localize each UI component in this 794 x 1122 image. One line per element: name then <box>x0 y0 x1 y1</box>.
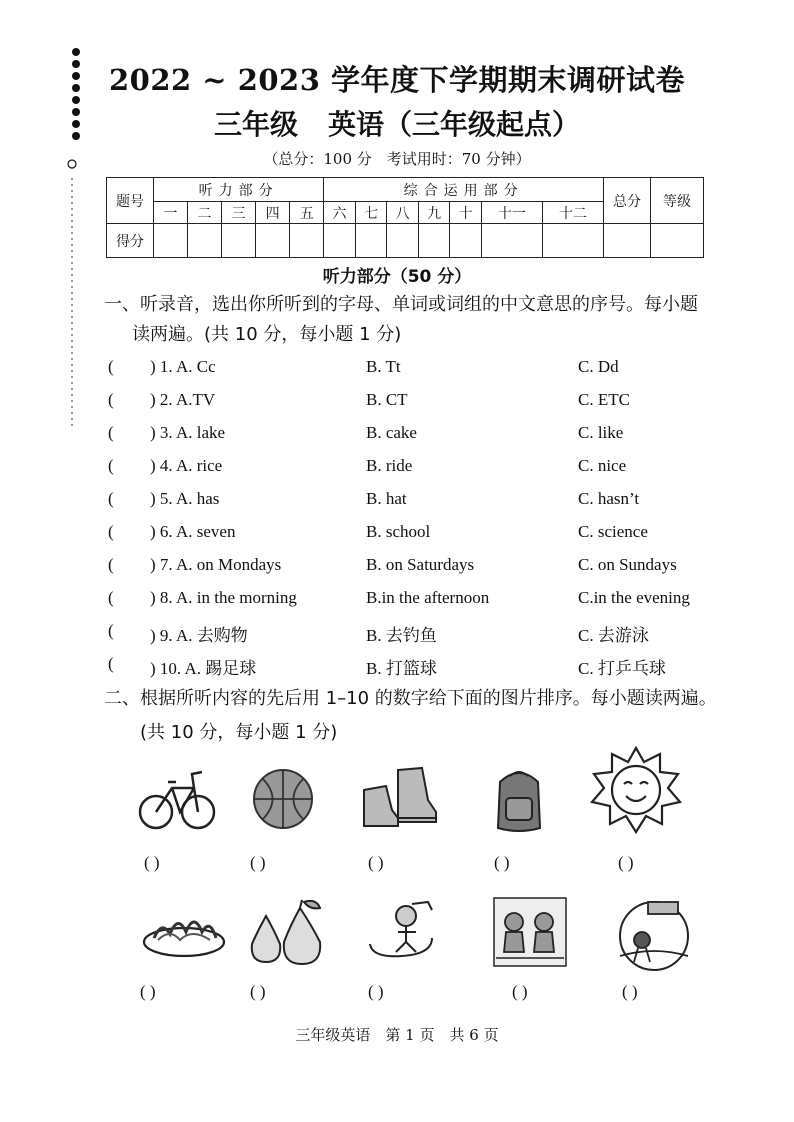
option-b[interactable]: B. on Saturdays <box>366 555 475 574</box>
pears-picture <box>244 896 328 966</box>
item-text: ) 2. A.TV <box>150 390 216 409</box>
question-item: ( ) 1. A. Cc B. Tt C. Dd <box>108 357 619 376</box>
option-c[interactable]: C. science <box>578 522 648 541</box>
question-2-instruction-cont: (共 10 分，每小题 1 分) <box>140 722 338 743</box>
sun-picture <box>590 744 682 836</box>
score-cell[interactable] <box>290 224 324 258</box>
question-item: ( ) 5. A. has B. hat C. hasn’t <box>108 489 640 508</box>
item-text: ) 4. A. rice <box>150 456 223 475</box>
col-header: 十一 <box>481 202 542 224</box>
option-b[interactable]: B. school <box>366 522 431 541</box>
score-cell[interactable] <box>355 224 387 258</box>
bicycle-picture <box>136 764 218 836</box>
col-header: 九 <box>418 202 450 224</box>
col-header: 五 <box>290 202 324 224</box>
col-header: 十 <box>450 202 482 224</box>
score-table <box>106 177 704 258</box>
answer-blank[interactable]: ( ) <box>368 853 384 872</box>
backpack-picture <box>486 762 552 836</box>
answer-blank[interactable]: ( ) <box>512 982 528 1001</box>
answer-blank[interactable]: ( ) <box>250 853 266 872</box>
exam-subtitle <box>0 103 794 143</box>
item-text: ) 7. A. on Mondays <box>150 555 282 574</box>
question-1-instruction: 一、听录音，选出你所听到的字母、单词或词组的中文意思的序号。每小题 <box>104 294 698 315</box>
option-c[interactable]: C. ETC <box>578 390 630 409</box>
score-cell[interactable] <box>154 224 188 258</box>
listening-section-title: 听力部分（50 分） <box>322 267 472 287</box>
option-c[interactable]: C.in the evening <box>578 588 690 607</box>
score-cell[interactable] <box>542 224 603 258</box>
answer-blank[interactable]: ( ) <box>140 982 156 1001</box>
score-cell[interactable] <box>324 224 356 258</box>
children-playing-picture <box>492 896 568 968</box>
col-header: 六 <box>324 202 356 224</box>
option-b[interactable]: B. Tt <box>366 357 401 376</box>
question-item: ( ) 6. A. seven B. school C. science <box>108 522 648 541</box>
subject-label: 英语（三年级起点） <box>328 108 581 141</box>
question-2-instruction: 二、根据所听内容的先后用 1–10 的数字给下面的图片排序。每小题读两遍。 <box>104 688 717 709</box>
level-cell[interactable] <box>651 224 704 258</box>
skipping-rope-picture <box>362 898 442 964</box>
question-item: ( ) 8. A. in the morning B.in the afternoon C.in the evening <box>108 588 690 607</box>
col-header: 二 <box>188 202 222 224</box>
col-header: 八 <box>387 202 419 224</box>
sneakers-picture <box>358 760 440 834</box>
option-b[interactable]: B. CT <box>366 390 408 409</box>
basketball-picture <box>250 766 316 832</box>
question-1-instruction-cont: 读两遍。(共 10 分，每小题 1 分) <box>132 324 402 345</box>
option-b[interactable]: B. 打篮球 <box>366 659 437 678</box>
level-header: 等级 <box>651 178 704 224</box>
option-c[interactable]: C. Dd <box>578 357 619 376</box>
item-text: ) 5. A. has <box>150 489 220 508</box>
answer-blank[interactable]: ( ) <box>494 853 510 872</box>
item-text: ) 10. A. 踢足球 <box>150 659 257 678</box>
col-header: 十二 <box>542 202 603 224</box>
total-score-cell[interactable] <box>604 224 651 258</box>
score-cell[interactable] <box>450 224 482 258</box>
item-text: ) 3. A. lake <box>150 423 226 442</box>
col-header: 一 <box>154 202 188 224</box>
answer-blank[interactable]: ( ) <box>622 982 638 1001</box>
col-header: 七 <box>355 202 387 224</box>
option-b[interactable]: B. ride <box>366 456 413 475</box>
option-c[interactable]: C. hasn’t <box>578 489 640 508</box>
question-item: ( ) 3. A. lake B. cake C. like <box>108 423 624 442</box>
item-text: ) 9. A. 去购物 <box>150 626 248 645</box>
answer-blank[interactable]: ( ) <box>618 853 634 872</box>
option-b[interactable]: B. cake <box>366 423 417 442</box>
score-cell[interactable] <box>256 224 290 258</box>
answer-blank[interactable]: ( ) <box>368 982 384 1001</box>
option-c[interactable]: C. on Sundays <box>578 555 677 574</box>
option-c[interactable]: C. 打乒乓球 <box>578 659 666 678</box>
option-b[interactable]: B.in the afternoon <box>366 588 490 607</box>
row-header: 题号 <box>107 178 154 224</box>
score-cell[interactable] <box>188 224 222 258</box>
col-header: 三 <box>222 202 256 224</box>
item-text: ) 1. A. Cc <box>150 357 216 376</box>
option-b[interactable]: B. 去钓鱼 <box>366 626 437 645</box>
question-item: ( ) 4. A. rice B. ride C. nice <box>108 456 627 475</box>
score-cell[interactable] <box>222 224 256 258</box>
page-footer: 三年级英语 第 1 页 共 6 页 <box>295 1026 499 1044</box>
score-cell[interactable] <box>481 224 542 258</box>
answer-blank[interactable]: ( ) <box>144 853 160 872</box>
exam-info: （总分：100 分 考试用时：70 分钟） <box>263 150 531 168</box>
exam-title: 2022 ~ 2023 学年度下学期期末调研试卷 <box>108 63 685 97</box>
grade-label: 三年级 <box>213 108 298 141</box>
integrated-group-header: 综合运用部分 <box>324 178 604 202</box>
option-c[interactable]: C. 去游泳 <box>578 626 649 645</box>
noodles-plate-picture <box>140 900 228 962</box>
total-header: 总分 <box>604 178 651 224</box>
score-cell[interactable] <box>387 224 419 258</box>
option-c[interactable]: C. nice <box>578 456 627 475</box>
item-text: ) 6. A. seven <box>150 522 236 541</box>
option-b[interactable]: B. hat <box>366 489 407 508</box>
answer-blank[interactable]: ( ) <box>250 982 266 1001</box>
col-header: 四 <box>256 202 290 224</box>
bird-scene-picture <box>614 896 696 972</box>
question-item: ( ) 7. A. on Mondays B. on Saturdays C. on Sundays <box>108 555 677 574</box>
listening-group-header: 听力部分 <box>154 178 324 202</box>
score-cell[interactable] <box>418 224 450 258</box>
item-text: ) 8. A. in the morning <box>150 588 297 607</box>
question-item: ( ) 9. A. 去购物 B. 去钓鱼 C. 去游泳 <box>108 621 649 645</box>
option-c[interactable]: C. like <box>578 423 624 442</box>
question-item: ( ) 10. A. 踢足球 B. 打篮球 C. 打乒乓球 <box>108 654 666 678</box>
score-label: 得分 <box>107 224 154 258</box>
question-item: ( ) 2. A.TV B. CT C. ETC <box>108 390 630 409</box>
